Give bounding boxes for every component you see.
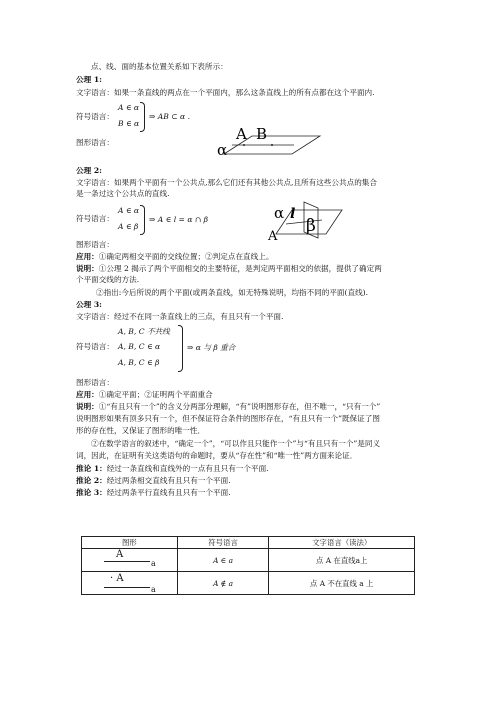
axiom3-condition-1: A, B, C 不共线 <box>118 327 170 336</box>
table-header-symbol: 符号语言 <box>177 537 269 549</box>
axiom3-note-line-2: 说明图形如果有顶多只有一个，但不保证符合条件的图形存在，“有且只有一个”既保证了图 <box>76 414 380 423</box>
axiom1-condition-2: B ∈ α <box>118 119 140 128</box>
corollary-3 <box>76 488 231 498</box>
corollary-text: 经过两条相交直线有且只有一个平面. <box>106 476 231 485</box>
axiom2-brace <box>140 205 145 235</box>
corollary-1 <box>76 464 269 474</box>
note-text: ①“有且只有一个”的含义分两部分理解，“有”说明图形存在，但不唯一，“只有一个” <box>98 402 381 411</box>
corollary-text: 经过两条平行直线有且只有一个平面. <box>106 488 231 497</box>
axiom1-condition-1: A ∈ α <box>118 103 140 112</box>
figure-line-label: a <box>151 559 156 568</box>
corollary-2 <box>76 476 231 486</box>
point-b-dot <box>271 144 273 146</box>
note-label: 说明： <box>76 264 99 273</box>
axiom2-note-line-2: 个平面交线的方法. <box>76 275 140 284</box>
table-cell-symbol: A ∉ a <box>177 572 269 595</box>
table-cell-symbol: A ∈ a <box>177 549 269 572</box>
note-text: ①公理 2 揭示了两个平面相交的主要特征，是判定两平面相交的依据，提供了确定两 <box>98 264 382 273</box>
axiom3-application <box>76 390 213 400</box>
axiom2-condition-2: A ∈ β <box>118 222 139 231</box>
figure-point-label: · A <box>110 573 124 584</box>
axiom2-title: 公理 2: <box>76 166 102 175</box>
table-header-reading: 文字语言（读法） <box>269 537 415 549</box>
axiom3-figure-label: 图形语言： <box>76 378 114 387</box>
plane-alpha-label: α <box>217 141 228 158</box>
axiom1-text: 文字语言：如果一条直线的两点在一个平面内，那么这条直线上的所有点都在这个平面内. <box>76 88 375 97</box>
axiom3-symbol-label: 符号语言： <box>76 342 114 351</box>
note-label: 说明： <box>76 402 99 411</box>
axiom3-note-line-1 <box>76 402 380 412</box>
point-a-dot <box>243 144 245 146</box>
table-cell-figure <box>82 572 178 595</box>
table-header-figure: 图形 <box>82 537 178 549</box>
axiom3-note-line-3: 形的存在性，又保证了图形的唯一性． <box>76 426 206 435</box>
axiom3-note-line-4: ②在数学语言的叙述中，“确定一个”，“可以作且只能作一个”与“有且只有一个”是同义 <box>91 439 381 448</box>
point-a-label: A <box>236 125 247 143</box>
point-line-table <box>81 536 415 595</box>
axiom3-note-line-5: 词，因此，在证明有关这类语句的命题时，要从“存在性”和“唯一性”两方面来论证． <box>76 451 358 460</box>
axiom2-text-line-2: 是一条过这个公共点的直线. <box>76 189 170 198</box>
application-text: ①确定两相交平面的交线位置；②判定点在直线上。 <box>98 252 274 261</box>
table-cell-reading: 点 A 在直线a上 <box>269 549 415 572</box>
axiom2-note2: ②指出:今后所说的两个平面(或两条直线，如无特殊说明，均指不同的平面(直线). <box>96 288 369 297</box>
point-off-line-figure <box>82 572 177 594</box>
table-header-row <box>82 537 415 549</box>
corollary-text: 经过一条直线和直线外的一点有且只有一个平面. <box>106 464 269 473</box>
axiom2-planes-figure <box>262 200 352 242</box>
intro-text: 点、线、面的基本位置关系如下表所示： <box>91 62 228 71</box>
axiom2-condition-1: A ∈ α <box>118 206 140 215</box>
table-row <box>82 572 415 595</box>
application-text: ①确定平面；②证明两个平面重合 <box>98 390 213 399</box>
table-cell-figure <box>82 549 178 572</box>
axiom2-application <box>76 252 273 262</box>
axiom1-figure-label: 图形语言： <box>76 138 114 147</box>
point-b-label: B <box>256 125 268 143</box>
application-label: 应用： <box>76 390 99 399</box>
figure-point-label: A <box>116 549 124 560</box>
corollary-label: 推论 2： <box>76 476 107 485</box>
axiom1-symbol-label: 符号语言： <box>76 112 114 121</box>
alpha-label: α <box>274 204 285 222</box>
figure-line-label: a <box>151 585 156 594</box>
application-label: 应用： <box>76 252 99 261</box>
axiom3-condition-3: A, B, C ∈ β <box>118 358 160 367</box>
axiom3-text: 文字语言：经过不在同一条直线上的三点，有且只有一个平面. <box>76 312 284 321</box>
axiom2-text-line-1: 文字语言：如果两个平面有一个公共点,那么它们还有其他公共点,且所有这些公共点的集合 <box>76 178 377 187</box>
axiom1-brace <box>140 102 145 132</box>
point-a-label: A <box>268 229 278 242</box>
beta-label: β <box>306 216 316 236</box>
figure-line <box>104 561 150 562</box>
corollary-label: 推论 1： <box>76 464 107 473</box>
table-cell-reading: 点 A 不在直线 a 上 <box>269 572 415 595</box>
axiom3-condition-2: A, B, C ∈ α <box>118 342 161 351</box>
table-row <box>82 549 415 572</box>
axiom2-conclusion: ⇒ A ∈ l = α ∩ β <box>149 215 209 224</box>
axiom3-brace <box>178 325 183 372</box>
axiom3-title: 公理 3: <box>76 300 102 309</box>
axiom1-plane-figure <box>214 124 334 158</box>
axiom3-conclusion: ⇒ α 与 β 重合 <box>187 343 236 352</box>
axiom1-title: 公理 1: <box>76 75 102 84</box>
axiom1-conclusion: ⇒ AB ⊂ α . <box>149 112 190 121</box>
line-l-label: l <box>290 206 296 222</box>
axiom2-note-line-1 <box>76 264 382 274</box>
figure-line <box>104 587 150 588</box>
corollary-label: 推论 3： <box>76 488 107 497</box>
axiom2-symbol-label: 符号语言： <box>76 214 114 223</box>
axiom2-figure-label: 图形语言： <box>76 240 114 249</box>
point-on-line-figure <box>82 549 177 571</box>
